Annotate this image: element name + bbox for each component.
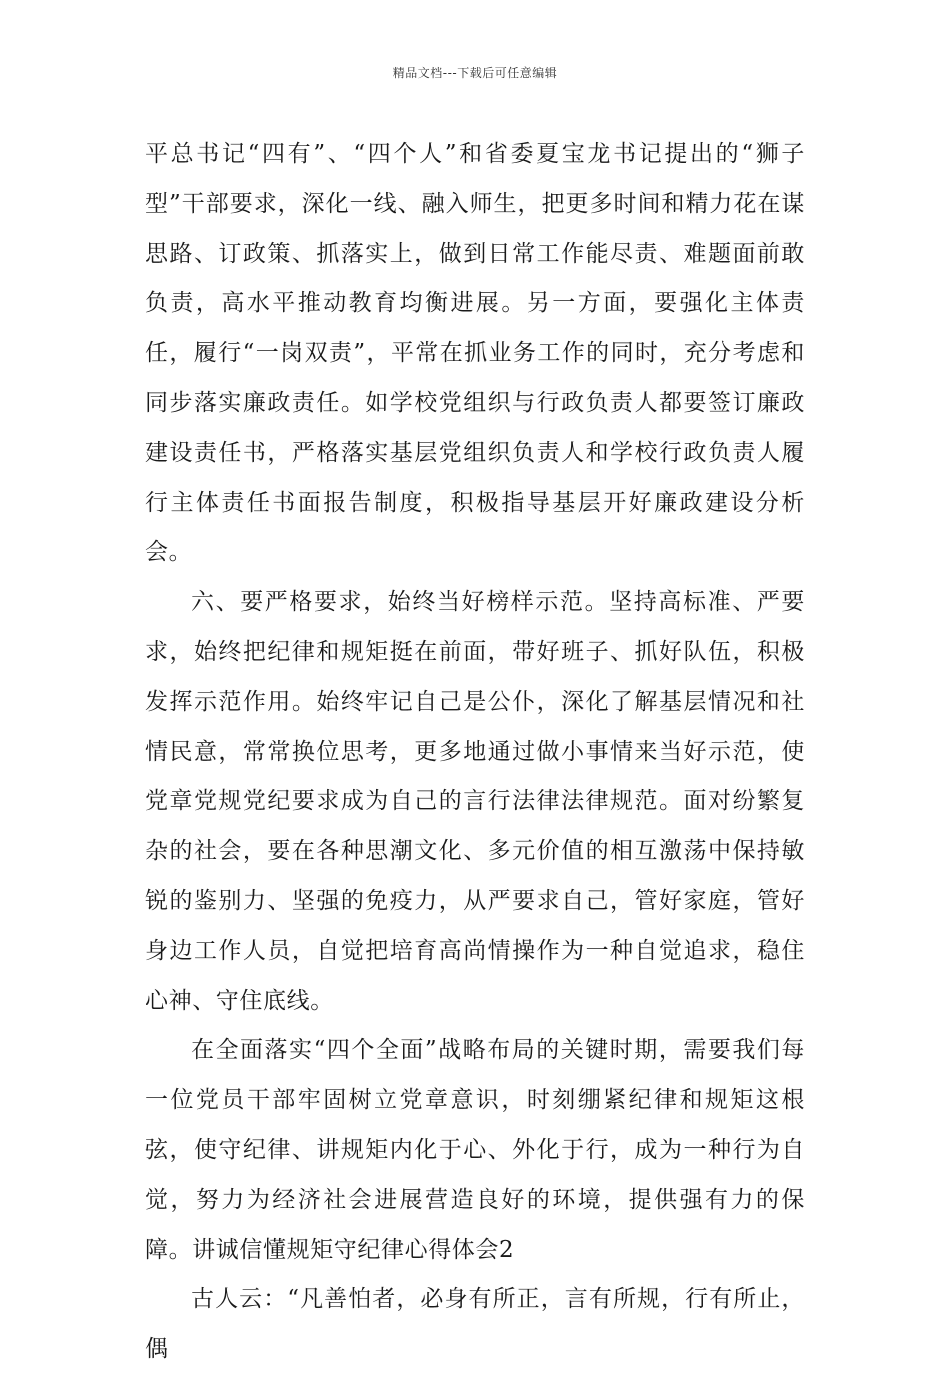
page-header: 精品文档---下载后可任意编辑: [392, 66, 558, 80]
paragraph-section-six: 六、要严格要求，始终当好榜样示范。坚持高标准、严要求，始终把纪律和规矩挺在前面，带好班子、抓好队伍，积极发挥示范作用。始终牢记自己是公仆，深化了解基层情况和社情民意，常常换位思考，更多地通过做小事情来当好示范，使党章党规党纪要求成为自己的言行法律法律规范。面对纷繁复杂的社会，要在各种思潮文化、多元价值的相互激荡中保持敏锐的鉴别力、坚强的免疫力，从严要求自己，管好家庭，管好身边工作人员，自觉把培育高尚情操作为一种自觉追求，稳住心神、守住底线。: [145, 589, 805, 1014]
paragraph-ancient-quote: 古人云：“凡善怕者，必身有所正，言有所规，行有所止，偶: [145, 1286, 805, 1363]
document-body: [145, 130, 805, 1375]
paragraph-continuation: 平总书记“四有”、“四个人”和省委夏宝龙书记提出的“狮子型”干部要求，深化一线、融入师生，把更多时间和精力花在谋思路、订政策、抓落实上，做到日常工作能尽责、难题面前敢负责，高水平推动教育均衡进展。另一方面，要强化主体责任，履行“一岗双责”，平常在抓业务工作的同时，充分考虑和同步落实廉政责任。如学校党组织与行政负责人都要签订廉政建设责任书，严格落实基层党组织负责人和学校行政负责人履行主体责任书面报告制度，积极指导基层开好廉政建设分析会。: [145, 141, 805, 566]
paragraph-conclusion: 在全面落实“四个全面”战略布局的关键时期，需要我们每一位党员干部牢固树立党章意识，时刻绷紧纪律和规矩这根弦，使守纪律、讲规矩内化于心、外化于行，成为一种行为自觉，努力为经济社会进展营造良好的环境，提供强有力的保障。讲诚信懂规矩守纪律心得体会2: [145, 1037, 805, 1263]
